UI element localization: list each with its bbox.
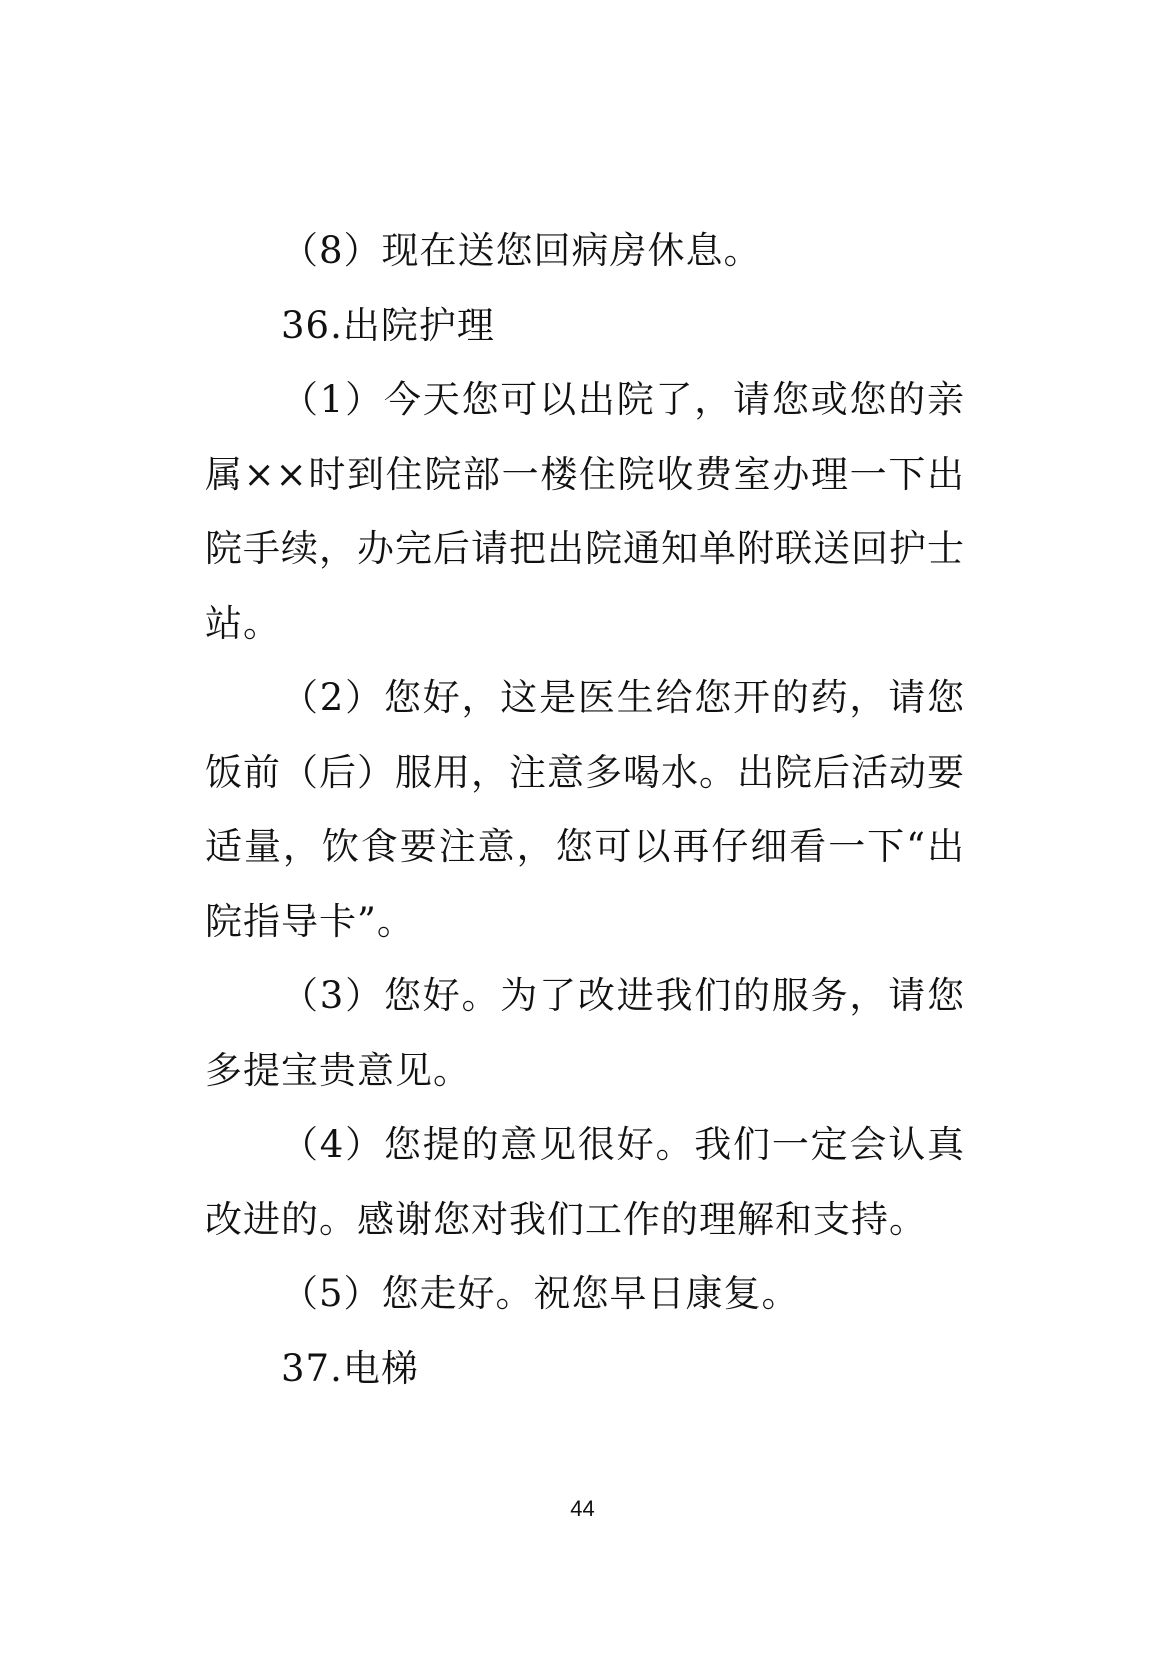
list-item-4: （4）您提的意见很好。我们一定会认真改进的。感谢您对我们工作的理解和支持。 <box>205 1123 965 1241</box>
list-item-2: （2）您好，这是医生给您开的药，请您饭前（后）服用，注意多喝水。出院后活动要适量，饮食要注意，您可以再仔细看一下“出院指导卡”。 <box>205 676 965 943</box>
list-item-3: （3）您好。为了改进我们的服务，请您多提宝贵意见。 <box>205 974 965 1092</box>
page-number: 44 <box>570 1496 595 1521</box>
list-item-1: （1）今天您可以出院了，请您或您的亲属××时到住院部一楼住院收费室办理一下出院手续，办完后请把出院通知单附联送回护士站。 <box>205 378 965 645</box>
document-body <box>205 214 965 1406</box>
section-heading-36: 36.出院护理 <box>281 303 495 347</box>
list-item-5: （5）您走好。祝您早日康复。 <box>281 1272 800 1315</box>
list-item-8: （8）现在送您回病房休息。 <box>281 229 762 272</box>
section-heading-37: 37.电梯 <box>281 1346 419 1390</box>
